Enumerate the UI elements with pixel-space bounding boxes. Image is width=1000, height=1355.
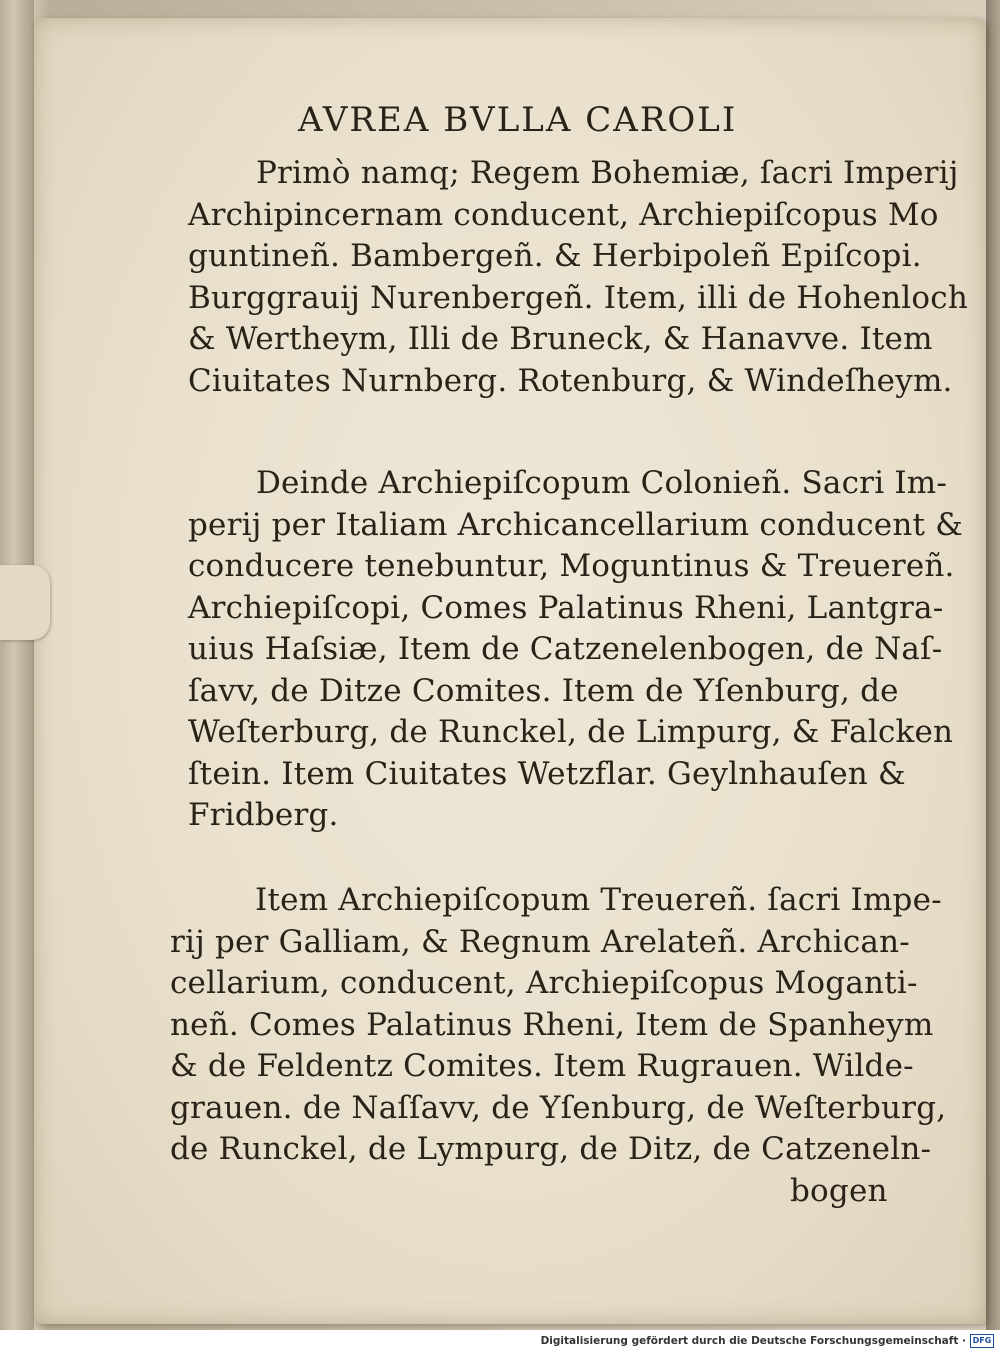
- text-line: de Runckel, de Lympurg, de Ditz, de Catzeneln-: [170, 1131, 932, 1167]
- dfg-logo-icon: DFG: [970, 1334, 994, 1348]
- running-head: AVREA BVLLA CAROLI: [298, 100, 738, 140]
- book-right-edge: [986, 0, 1000, 1330]
- text-line: Archipincernam conducent, Archiepiſcopus Mo: [188, 196, 939, 233]
- text-line: cellarium, conducent, Archiepiſcopus Moganti-: [170, 965, 918, 1001]
- text-line: Ciuitates Nurnberg. Rotenburg, & Windeſheym.: [188, 362, 953, 399]
- text-line: ſavv, de Ditze Comites. Item de Yſenburg, de: [188, 672, 899, 709]
- text-line: grauen. de Naſſavv, de Yſenburg, de Weſterburg,: [170, 1089, 947, 1126]
- page-tab-marker: [0, 565, 50, 640]
- text-line: Burggrauij Nurenbergeñ. Item, illi de Hohenloch: [188, 279, 968, 316]
- text-line: Fridberg.: [188, 797, 339, 833]
- text-line: Primò namq; Regem Bohemiæ, ſacri Imperij: [256, 155, 959, 191]
- text-line: guntineñ. Bambergeñ. & Herbipoleñ Epiſcopi.: [188, 238, 922, 274]
- text-line: conducere tenebuntur, Moguntinus & Treuereñ.: [188, 548, 955, 584]
- paragraph-1: [188, 153, 968, 402]
- text-line: Weſterburg, de Runckel, de Limpurg, & Falcken: [188, 714, 954, 750]
- text-line: neñ. Comes Palatinus Rheni, Item de Spanheym: [170, 1006, 934, 1043]
- text-line: & Wertheym, Illi de Bruneck, & Hanavve. Item: [188, 321, 933, 357]
- funding-note: Digitalisierung gefördert durch die Deutsche Forschungsgemeinschaft ·: [540, 1335, 966, 1347]
- text-line: uius Haſsiæ, Item de Catzenelenbogen, de Naſ-: [188, 631, 943, 667]
- text-line: Deinde Archiepiſcopum Colonieñ. Sacri Im-: [256, 465, 948, 501]
- text-line: Item Archiepiſcopum Treuereñ. ſacri Impe-: [255, 882, 942, 918]
- text-line: Archiepiſcopi, Comes Palatinus Rheni, Lantgra-: [188, 589, 944, 626]
- text-line: & de Feldentz Comites. Item Rugrauen. Wilde-: [170, 1048, 914, 1084]
- book-spine-edge: [0, 0, 34, 1330]
- paragraph-3: [170, 880, 946, 1212]
- text-line: ſtein. Item Ciuitates Wetzflar. Geylnhauſen &: [188, 755, 906, 792]
- paragraph-2: [188, 463, 963, 837]
- text-line: perij per Italiam Archicancellarium conducent &: [188, 506, 963, 543]
- catchword: bogen: [790, 1172, 888, 1209]
- text-line: rij per Galliam, & Regnum Arelateñ. Archican-: [170, 923, 910, 960]
